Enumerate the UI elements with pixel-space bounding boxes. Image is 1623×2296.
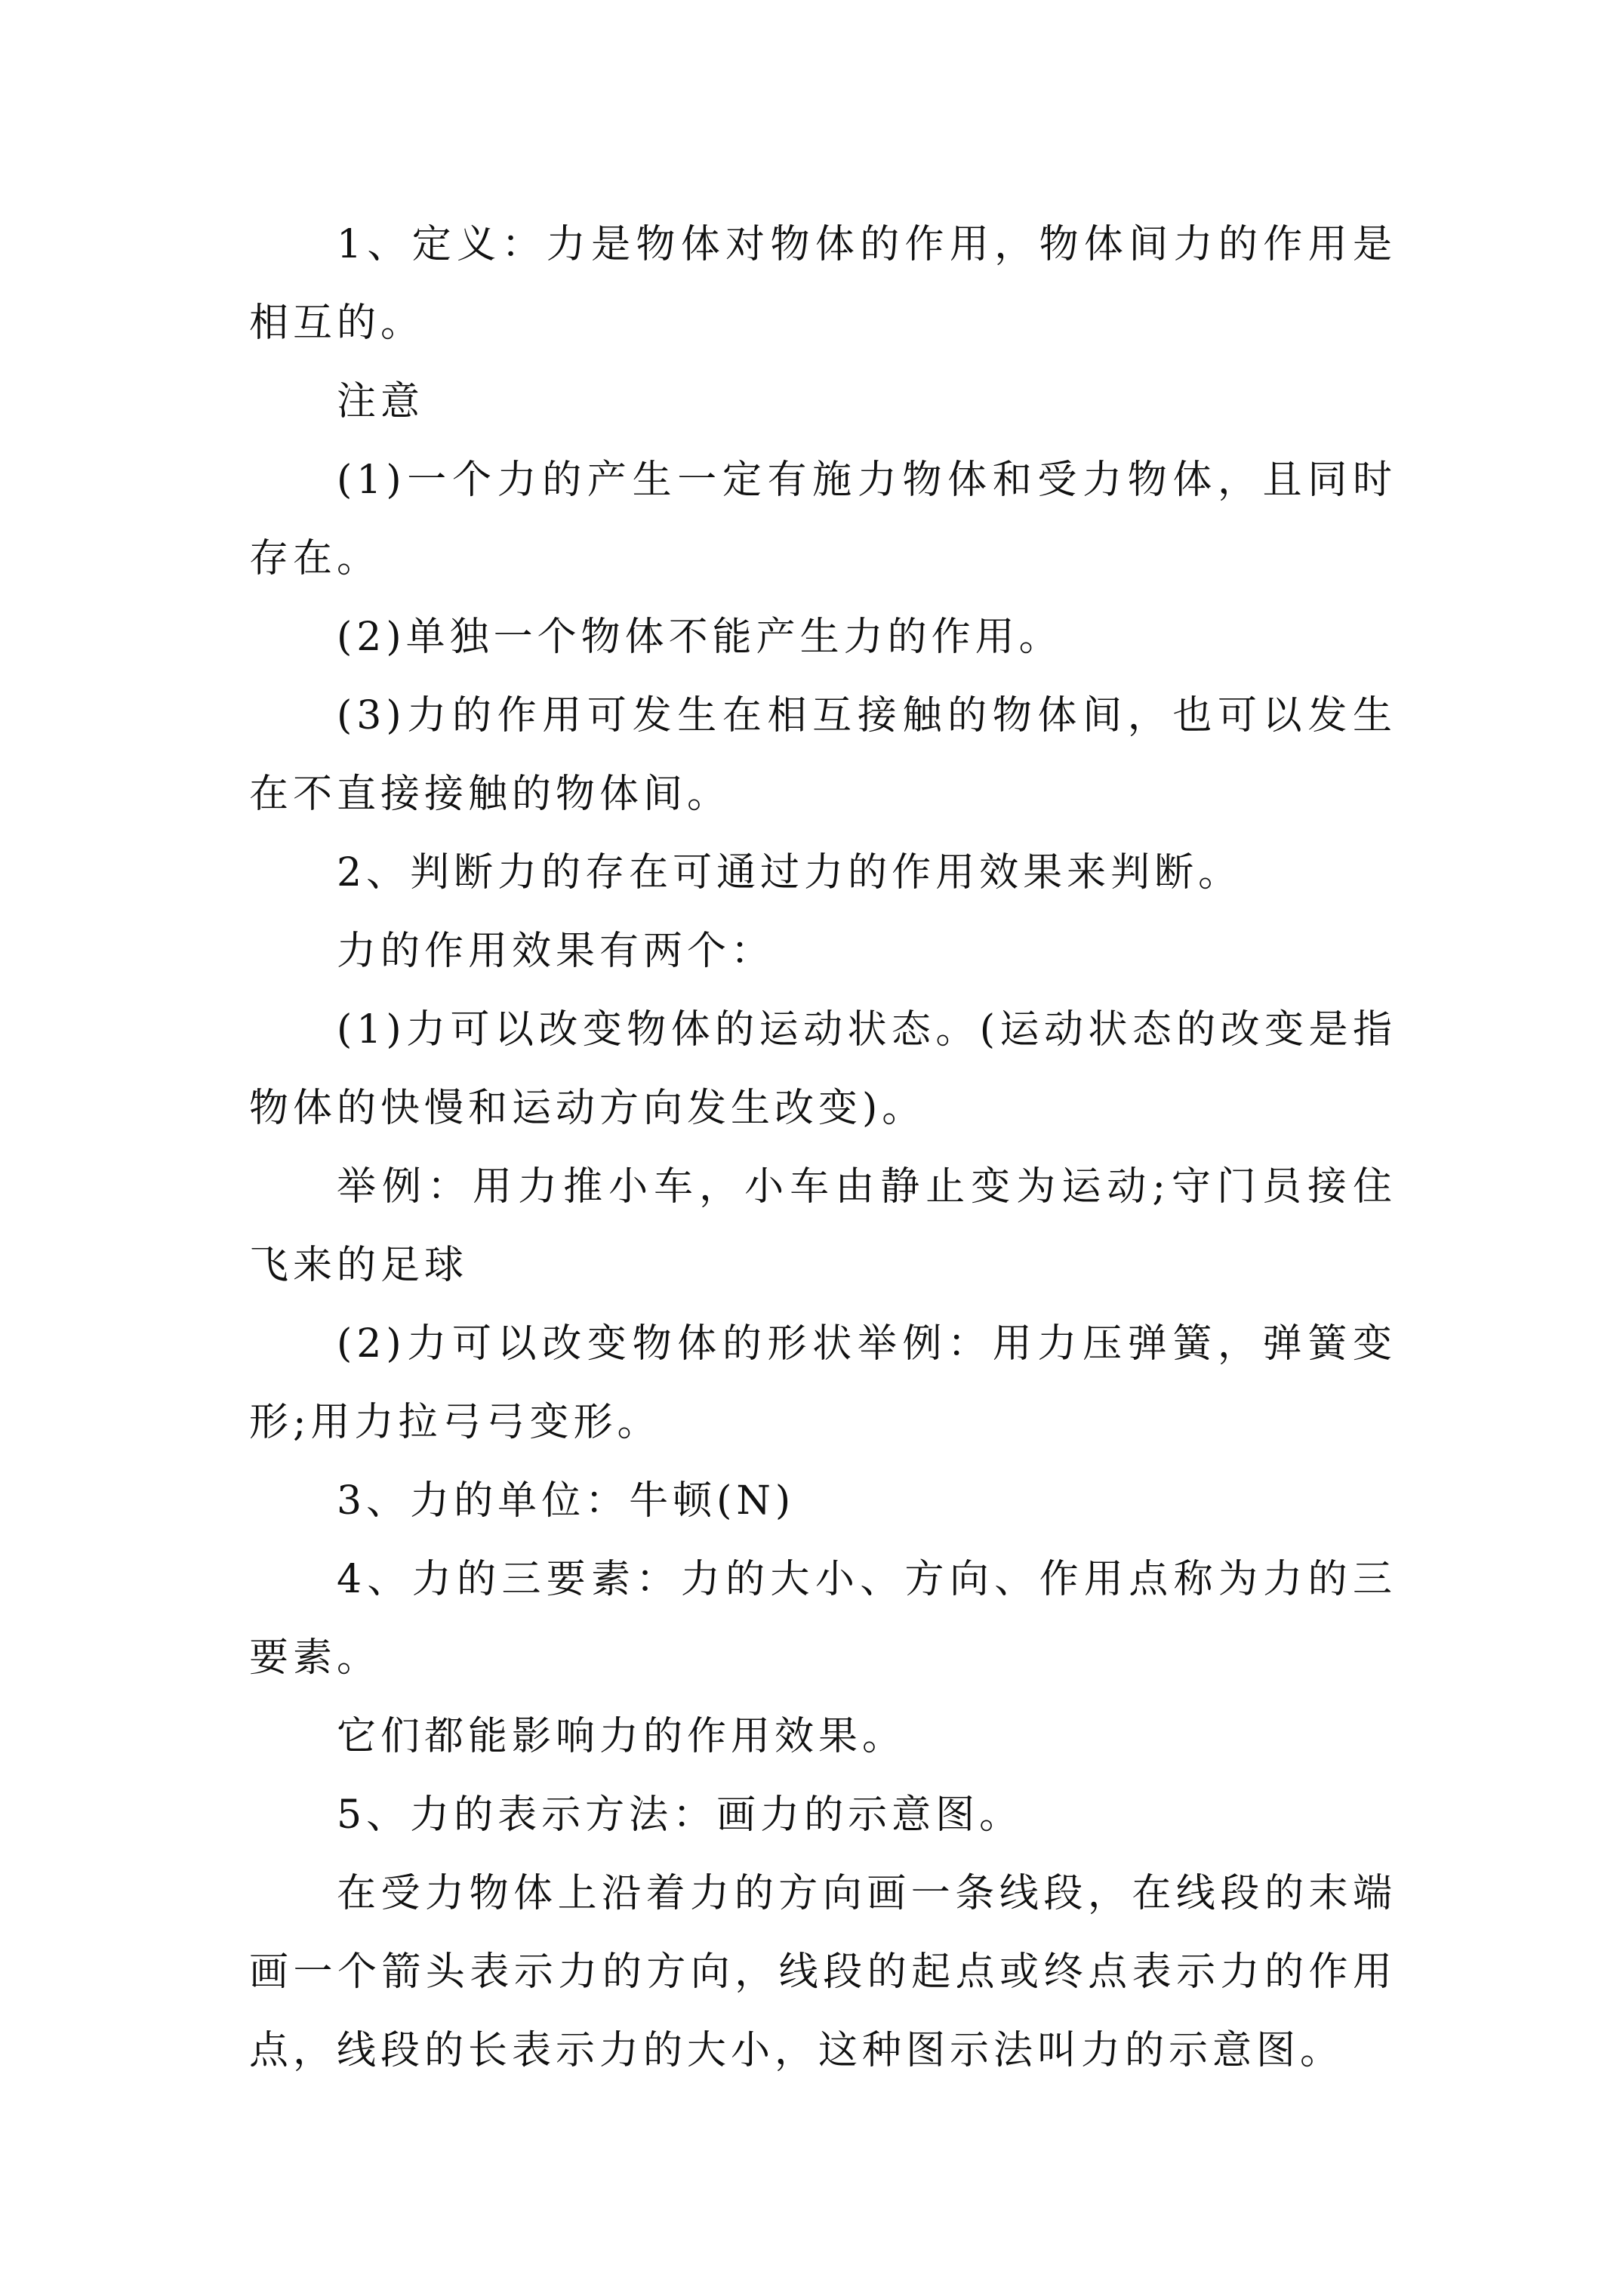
document-body xyxy=(249,205,1397,2090)
paragraph-judge-force: 2、判断力的存在可通过力的作用效果来判断。 xyxy=(337,850,1243,895)
paragraph-effect-1: (1)力可以改变物体的运动状态。(运动状态的改变是指物体的快慢和运动方向发生改变)。 xyxy=(249,1007,1397,1131)
paragraph-example-1: 举例：用力推小车，小车由静止变为运动;守门员接住飞来的足球 xyxy=(249,1164,1397,1288)
paragraph-effect-2: (2)力可以改变物体的形状举例：用力压弹簧，弹簧变形;用力拉弓弓变形。 xyxy=(249,1321,1397,1445)
paragraph-note-3: (3)力的作用可发生在相互接触的物体间，也可以发生在不直接接触的物体间。 xyxy=(249,693,1397,817)
paragraph-note-1: (1)一个力的产生一定有施力物体和受力物体，且同时存在。 xyxy=(249,458,1397,581)
paragraph-note-2: (2)单独一个物体不能产生力的作用。 xyxy=(337,615,1063,660)
paragraph-note-heading: 注意 xyxy=(337,379,425,424)
paragraph-effects-heading: 力的作用效果有两个： xyxy=(337,929,775,974)
paragraph-diagram-method: 在受力物体上沿着力的方向画一条线段，在线段的末端画一个箭头表示力的方向，线段的起点或终点表示力的作用点，线段的长表示力的大小，这种图示法叫力的示意图。 xyxy=(249,1871,1397,2073)
paragraph-representation: 5、力的表示方法：画力的示意图。 xyxy=(337,1792,1024,1838)
paragraph-elements-effect: 它们都能影响力的作用效果。 xyxy=(337,1714,907,1759)
paragraph-definition: 1、定义：力是物体对物体的作用，物体间力的作用是相互的。 xyxy=(249,222,1397,346)
paragraph-three-elements: 4、力的三要素：力的大小、方向、作用点称为力的三要素。 xyxy=(249,1557,1397,1681)
paragraph-unit: 3、力的单位：牛顿(N) xyxy=(337,1478,796,1524)
